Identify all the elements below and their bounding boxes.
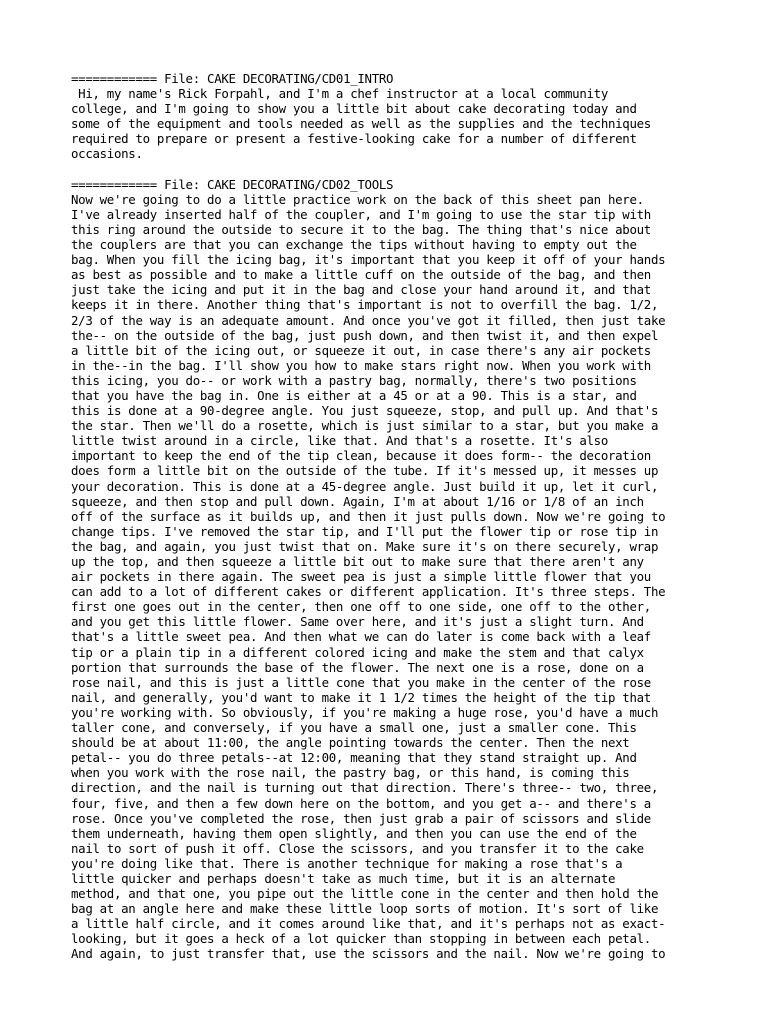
text-line: And again, to just transfer that, use the scissors and the nail. Now we're going to <box>71 946 666 962</box>
text-line: 2/3 of the way is an adequate amount. And once you've got it filled, then just take <box>71 312 666 328</box>
text-line: a little half circle, and it comes around like that, and it's perhaps not as exact- <box>71 916 666 932</box>
text-line: this ring around the outside to secure it to the bag. The thing that's nice about <box>71 221 651 237</box>
text-line: portion that surrounds the base of the flower. The next one is a rose, done on a <box>71 659 644 675</box>
text-line: as best as possible and to make a little cuff on the outside of the bag, and then <box>71 267 651 283</box>
text-line: that's a little sweet pea. And then what we can do later is come back with a leaf <box>71 629 651 645</box>
transcript-body-tools <box>71 192 711 962</box>
text-line: change tips. I've removed the star tip, and I'll put the flower tip or rose tip in <box>71 523 659 539</box>
text-line: method, and that one, you pipe out the little cone in the center and then hold the <box>71 886 659 902</box>
file-section-intro <box>71 71 711 162</box>
text-line: petal-- you do three petals--at 12:00, meaning that they stand straight up. And <box>71 750 637 766</box>
text-line: should be at about 11:00, the angle pointing towards the center. Then the next <box>71 735 630 751</box>
text-line: I've already inserted half of the coupler, and I'm going to use the star tip with <box>71 206 651 222</box>
text-line: looking, but it goes a heck of a lot quicker than stopping in between each petal. <box>71 931 651 947</box>
text-line: little twist around in a circle, like that. And that's a rosette. It's also <box>71 433 608 449</box>
text-line: nail, and generally, you'd want to make it 1 1/2 times the height of the tip that <box>71 689 651 705</box>
text-line: occasions. <box>71 146 143 162</box>
text-line: you're working with. So obviously, if you're making a huge rose, you'd have a much <box>71 704 659 720</box>
text-line: them underneath, having them open slightly, and then you can use the end of the <box>71 825 637 841</box>
text-line: bag at an angle here and make these little loop sorts of motion. It's sort of like <box>71 901 659 917</box>
text-line: taller cone, and conversely, if you have a small one, just a smaller cone. This <box>71 720 637 736</box>
text-line: four, five, and then a few down here on the bottom, and you get a-- and there's a <box>71 795 651 811</box>
text-line: bag. When you fill the icing bag, it's important that you keep it off of your hands <box>71 252 666 268</box>
text-line: squeeze, and then stop and pull down. Again, I'm at about 1/16 or 1/8 of an inch <box>71 493 644 509</box>
text-line: college, and I'm going to show you a little bit about cake decorating today and <box>71 101 637 117</box>
text-line: nail to sort of push it off. Close the scissors, and you transfer it to the cake <box>71 840 644 856</box>
text-line: required to prepare or present a festive-looking cake for a number of different <box>71 131 637 147</box>
text-line: direction, and the nail is turning out that direction. There's three-- two, three, <box>71 780 659 796</box>
text-line: that you have the bag in. One is either at a 45 or at a 90. This is a star, and <box>71 387 637 403</box>
text-line: off of the surface as it builds up, and then it just pulls down. Now we're going to <box>71 508 666 524</box>
text-line: little quicker and perhaps doesn't take as much time, but it is an alternate <box>71 870 616 886</box>
text-line: air pockets in there again. The sweet pea is just a simple little flower that you <box>71 569 651 585</box>
text-line: this icing, you do-- or work with a pastry bag, normally, there's two positions <box>71 372 637 388</box>
file-header-intro: ============ File: CAKE DECORATING/CD01_INTRO <box>71 71 394 86</box>
file-section-tools <box>71 177 711 962</box>
text-line: the bag, and again, you just twist that on. Make sure it's on there securely, wrap <box>71 538 659 554</box>
text-line: some of the equipment and tools needed as well as the supplies and the techniques <box>71 116 651 132</box>
file-header-tools: ============ File: CAKE DECORATING/CD02_TOOLS <box>71 176 394 192</box>
text-line: your decoration. This is done at a 45-degree angle. Just build it up, let it curl, <box>71 478 659 494</box>
document-page <box>71 71 711 962</box>
text-line: does form a little bit on the outside of the tube. If it's messed up, it messes up <box>71 463 659 479</box>
text-line: first one goes out in the center, then one off to one side, one off to the other, <box>71 599 651 615</box>
text-line: this is done at a 90-degree angle. You just squeeze, stop, and pull up. And that's <box>71 403 659 419</box>
text-line: the couplers are that you can exchange the tips without having to empty out the <box>71 237 637 253</box>
text-line: up the top, and then squeeze a little bit out to make sure that there aren't any <box>71 554 644 569</box>
text-line: just take the icing and put it in the bag and close your hand around it, and that <box>71 282 651 298</box>
text-line: the-- on the outside of the bag, just push down, and then twist it, and then expel <box>71 327 659 343</box>
text-line: rose. Once you've completed the rose, then just grab a pair of scissors and slide <box>71 810 651 826</box>
text-line: rose nail, and this is just a little cone that you make in the center of the rose <box>71 674 651 690</box>
text-line: tip or a plain tip in a different colored icing and make the stem and that calyx <box>71 644 644 660</box>
text-line: the star. Then we'll do a rosette, which is just similar to a star, but you make a <box>71 418 659 434</box>
text-line: when you work with the rose nail, the pastry bag, or this hand, is coming this <box>71 765 630 781</box>
text-line: can add to a lot of different cakes or different application. It's three steps. The <box>71 584 666 600</box>
text-line: a little bit of the icing out, or squeeze it out, in case there's any air pockets <box>71 342 651 358</box>
text-line: you're doing like that. There is another technique for making a rose that's a <box>71 855 623 871</box>
text-line: important to keep the end of the tip clean, because it does form-- the decoration <box>71 448 651 464</box>
text-line: and you get this little flower. Same over here, and it's just a slight turn. And <box>71 614 644 630</box>
transcript-body-intro <box>71 86 711 161</box>
text-line: keeps it in there. Another thing that's important is not to overfill the bag. 1/2, <box>71 297 659 313</box>
text-line: Now we're going to do a little practice work on the back of this sheet pan here. <box>71 191 644 207</box>
text-line: Hi, my name's Rick Forpahl, and I'm a chef instructor at a local community <box>71 86 608 102</box>
text-line: in the--in the bag. I'll show you how to make stars right now. When you work with <box>71 357 651 373</box>
